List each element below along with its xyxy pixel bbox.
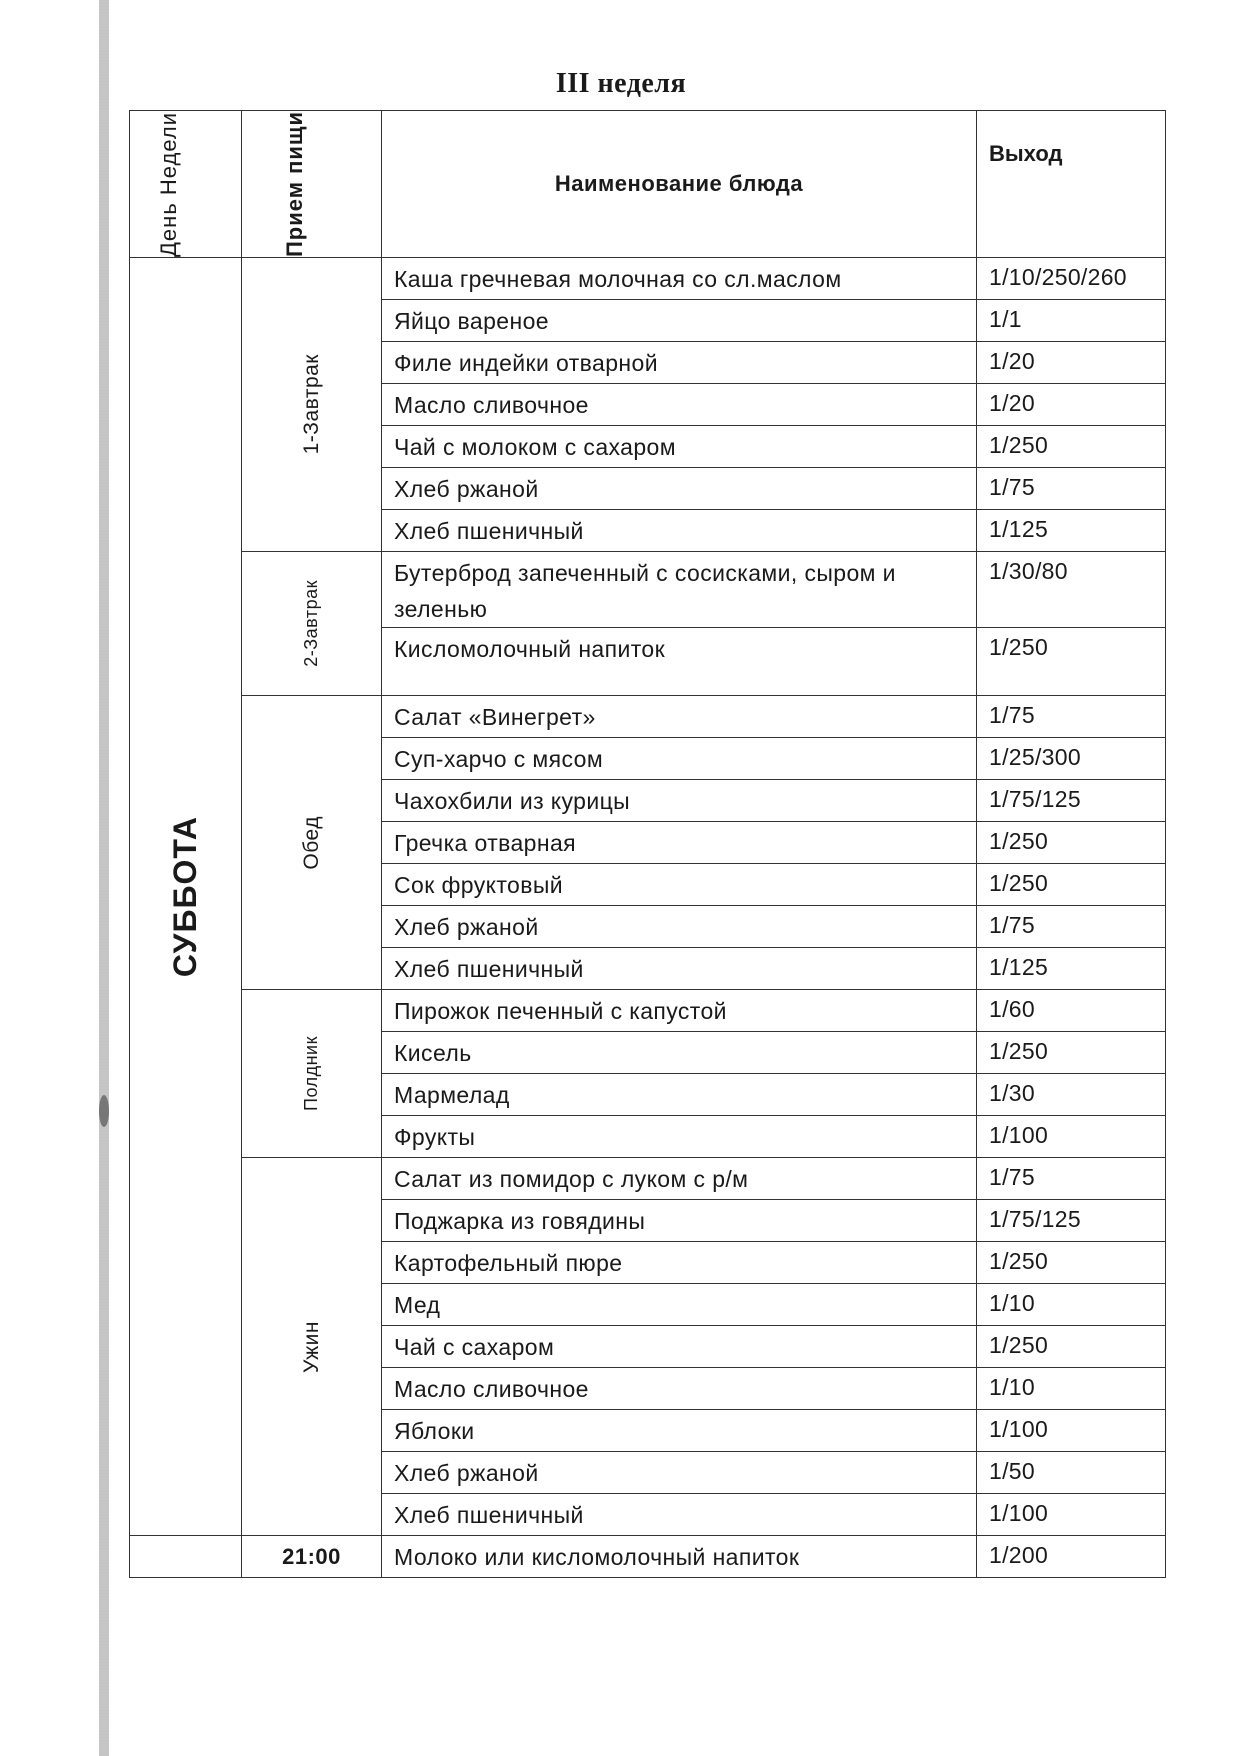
meal-cell-breakfast-2 xyxy=(242,552,382,696)
meal-cell-lunch xyxy=(242,696,382,990)
dish-name: Суп-харчо с мясом xyxy=(382,738,977,780)
dish-name: Кисель xyxy=(382,1032,977,1074)
dish-name: Чахохбили из курицы xyxy=(382,780,977,822)
dish-output: 1/125 xyxy=(977,510,1166,552)
dish-output: 1/75 xyxy=(977,696,1166,738)
header-day-of-week xyxy=(130,111,242,258)
page-title: III неделя xyxy=(555,68,687,99)
meal-cell-breakfast-1 xyxy=(242,258,382,552)
dish-output: 1/100 xyxy=(977,1116,1166,1158)
dish-output: 1/100 xyxy=(977,1410,1166,1452)
dish-output: 1/10 xyxy=(977,1284,1166,1326)
scan-punch-mark xyxy=(99,1095,109,1127)
meal-cell-dinner xyxy=(242,1158,382,1536)
table-row xyxy=(130,696,1166,738)
dish-output: 1/75 xyxy=(977,1158,1166,1200)
dish-name: Гречка отварная xyxy=(382,822,977,864)
dish-output: 1/100 xyxy=(977,1494,1166,1536)
dish-name: Мед xyxy=(382,1284,977,1326)
dish-output: 1/250 xyxy=(977,864,1166,906)
dish-output: 1/20 xyxy=(977,342,1166,384)
dish-output: 1/75 xyxy=(977,468,1166,510)
header-day-of-week-label: День Недели xyxy=(155,111,181,257)
table-header-row xyxy=(130,111,1166,258)
day-label: СУББОТА xyxy=(167,815,203,978)
header-meal xyxy=(242,111,382,258)
dish-output: 1/10/250/260 xyxy=(977,258,1166,300)
late-snack-day-cell xyxy=(130,1536,242,1578)
menu-table xyxy=(129,110,1166,1578)
dish-name: Каша гречневая молочная со сл.маслом xyxy=(382,258,977,300)
dish-name: Поджарка из говядины xyxy=(382,1200,977,1242)
dish-output: 1/10 xyxy=(977,1368,1166,1410)
dish-name: Хлеб пшеничный xyxy=(382,510,977,552)
dish-name: Фрукты xyxy=(382,1116,977,1158)
dish-output: 1/125 xyxy=(977,948,1166,990)
meal-label: Ужин xyxy=(299,1320,323,1373)
meal-label: Обед xyxy=(299,815,323,870)
meal-label: 1-Завтрак xyxy=(299,354,323,455)
dish-output: 1/250 xyxy=(977,1326,1166,1368)
meal-label: 2-Завтрак xyxy=(301,580,321,667)
dish-output: 1/30/80 xyxy=(977,552,1166,628)
header-meal-label: Прием пищи xyxy=(281,111,307,258)
dish-output: 1/60 xyxy=(977,990,1166,1032)
dish-output: 1/20 xyxy=(977,384,1166,426)
dish-name: Пирожок печенный с капустой xyxy=(382,990,977,1032)
dish-output: 1/75/125 xyxy=(977,1200,1166,1242)
dish-name: Хлеб пшеничный xyxy=(382,1494,977,1536)
meal-label: Полдник xyxy=(301,1036,321,1111)
scan-edge-strip xyxy=(99,0,109,1756)
dish-name: Хлеб ржаной xyxy=(382,906,977,948)
table-row xyxy=(130,552,1166,628)
dish-name: Хлеб ржаной xyxy=(382,1452,977,1494)
dish-name: Масло сливочное xyxy=(382,1368,977,1410)
dish-name: Мармелад xyxy=(382,1074,977,1116)
dish-name: Яблоки xyxy=(382,1410,977,1452)
dish-output: 1/75/125 xyxy=(977,780,1166,822)
late-snack-time: 21:00 xyxy=(242,1536,382,1578)
dish-output: 1/250 xyxy=(977,426,1166,468)
dish-output: 1/250 xyxy=(977,822,1166,864)
dish-name: Хлеб пшеничный xyxy=(382,948,977,990)
day-cell xyxy=(130,258,242,1536)
dish-name: Салат из помидор с луком с р/м xyxy=(382,1158,977,1200)
header-dish-name: Наименование блюда xyxy=(382,111,977,258)
dish-name: Салат «Винегрет» xyxy=(382,696,977,738)
dish-output: 1/30 xyxy=(977,1074,1166,1116)
dish-name: Бутерброд запеченный с сосисками, сыром и зеленью xyxy=(382,552,977,628)
dish-output: 1/250 xyxy=(977,1242,1166,1284)
table-row xyxy=(130,990,1166,1032)
dish-name: Чай с молоком с сахаром xyxy=(382,426,977,468)
dish-name: Яйцо вареное xyxy=(382,300,977,342)
table-row xyxy=(130,258,1166,300)
dish-name: Кисломолочный напиток xyxy=(382,628,977,696)
dish-name: Хлеб ржаной xyxy=(382,468,977,510)
dish-name: Молоко или кисломолочный напиток xyxy=(382,1536,977,1578)
dish-output: 1/250 xyxy=(977,628,1166,696)
dish-name: Масло сливочное xyxy=(382,384,977,426)
meal-cell-afternoon-snack xyxy=(242,990,382,1158)
table-row-late-snack xyxy=(130,1536,1166,1578)
dish-output: 1/75 xyxy=(977,906,1166,948)
dish-name: Чай с сахаром xyxy=(382,1326,977,1368)
dish-output: 1/250 xyxy=(977,1032,1166,1074)
dish-name: Сок фруктовый xyxy=(382,864,977,906)
dish-output: 1/1 xyxy=(977,300,1166,342)
dish-name: Картофельный пюре xyxy=(382,1242,977,1284)
table-row xyxy=(130,1158,1166,1200)
header-output: Выход xyxy=(977,111,1166,258)
dish-name: Филе индейки отварной xyxy=(382,342,977,384)
dish-output: 1/50 xyxy=(977,1452,1166,1494)
dish-output: 1/200 xyxy=(977,1536,1166,1578)
dish-output: 1/25/300 xyxy=(977,738,1166,780)
